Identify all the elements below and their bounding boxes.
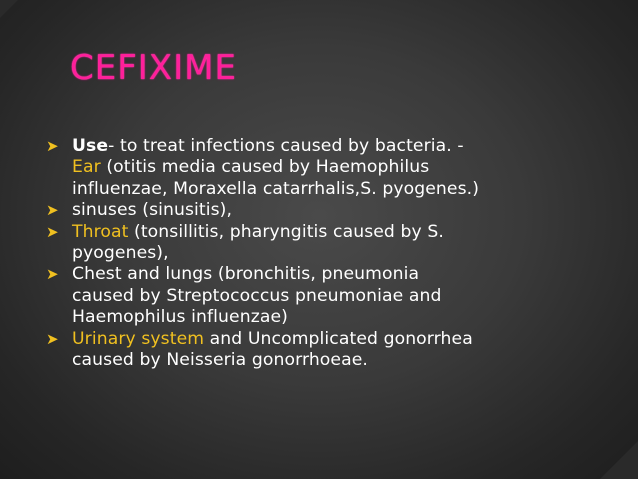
chest-text-line3: Haemophilus influenzae): [72, 307, 288, 328]
throat-text-continued: pyogenes),: [72, 243, 169, 264]
arrowhead-bullet-icon: ➤: [46, 329, 59, 348]
bullet-item-throat: [46, 222, 606, 265]
ear-text: (otitis media caused by Haemophilus: [100, 157, 430, 178]
corner-triangle-top-left: [0, 0, 18, 18]
urinary-text: and Uncomplicated gonorrhea: [204, 328, 473, 349]
throat-label: Throat: [72, 221, 129, 242]
bullet-list: [46, 136, 606, 371]
throat-text: (tonsillitis, pharyngitis caused by S.: [128, 221, 444, 242]
urinary-text-continued: caused by Neisseria gonorrhoeae.: [72, 350, 368, 371]
use-text: - to treat infections caused by bacteria. -: [108, 136, 464, 156]
bullet-item-urinary: [46, 329, 606, 372]
arrowhead-bullet-icon: ➤: [46, 265, 59, 284]
bullet-item-sinuses: [46, 200, 606, 221]
chest-text-line2: caused by Streptococcus pneumoniae and: [72, 285, 442, 306]
bullet-item-chest: [46, 264, 606, 328]
ear-label: Ear: [72, 157, 101, 178]
arrowhead-bullet-icon: ➤: [46, 137, 59, 155]
urinary-label: Urinary system: [72, 328, 205, 349]
arrowhead-bullet-icon: ➤: [46, 222, 59, 241]
bullet-item-use: [46, 136, 606, 200]
slide-title: CEFIXIME: [70, 48, 237, 88]
use-label: Use: [72, 136, 109, 156]
corner-triangle-bottom-right: [600, 441, 638, 479]
arrowhead-bullet-icon: ➤: [46, 201, 59, 220]
ear-text-continued: influenzae, Moraxella catarrhalis,S. pyogenes.): [72, 178, 480, 199]
sinuses-text: sinuses (sinusitis),: [72, 200, 233, 221]
chest-text-line1: Chest and lungs (bronchitis, pneumonia: [72, 264, 420, 285]
